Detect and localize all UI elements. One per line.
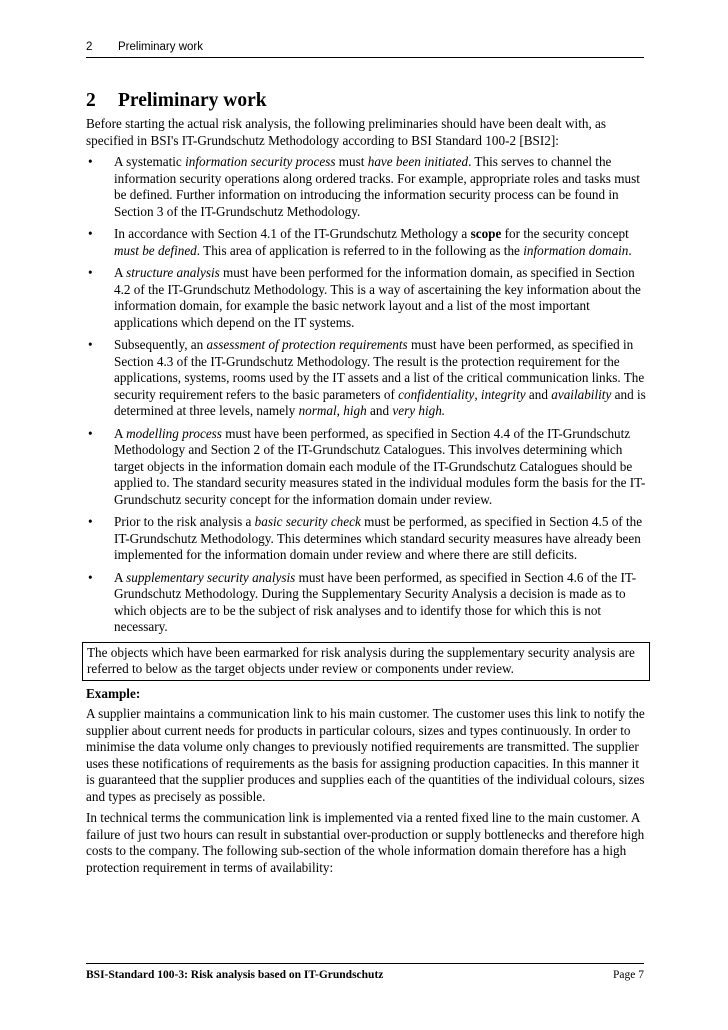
text: must have been performed, as specified in Section 4.4 of the IT-Grundschutz Methodology and Section 2 of the IT-Grundschutz Catalogues. This involves determining which target objects in the information domain each module of the IT-Grundschutz Catalogues should be applied to. The standard security measures stated in the individual modules form the basis for the IT-Grundschutz security concept for the information domain under review. (114, 425, 646, 507)
text: A systematic (114, 154, 186, 169)
page-footer (86, 963, 644, 982)
text: . (628, 242, 632, 258)
running-header-title: Preliminary work (118, 41, 203, 53)
emphasis: structure analysis (126, 265, 220, 280)
emphasis: basic security check (254, 514, 361, 529)
bullet-icon: • (88, 425, 93, 441)
list-item (86, 570, 646, 636)
text: and (366, 403, 393, 418)
list-item (86, 514, 646, 564)
text: . This area of application is referred to in the following as the (196, 242, 524, 258)
emphasis: availability (551, 386, 612, 402)
list-item (86, 337, 646, 420)
list-item (86, 426, 646, 509)
emphasis: normal (298, 403, 337, 418)
strong: scope (470, 226, 502, 241)
bullet-icon: • (88, 337, 93, 352)
preliminaries-list (86, 154, 646, 636)
running-header-number: 2 (86, 41, 93, 53)
text: A (114, 569, 127, 585)
intro-paragraph: Before starting the actual risk analysis, the following preliminaries should have been dealt with, as specified in BSI's IT-Grundschutz Methodology according to BSI Standard 100-2 [BSI2]: (86, 116, 607, 148)
page-title (86, 90, 646, 112)
text: Subsequently, an (114, 337, 207, 352)
text: , (474, 386, 481, 402)
text: must have been performed, as specified in Section 4.6 of the IT-Grundschutz Methodology. During the Supplementary Security Analysis a decision is made as to which objects are to be the subject of risk analyses and to identify those for which this is not necessary. (114, 569, 637, 634)
footer-title: BSI-Standard 100-3: Risk analysis based on IT-Grundschutz (86, 969, 384, 981)
emphasis: very high. (392, 403, 446, 418)
emphasis: integrity (480, 386, 526, 402)
section-number: 2 (86, 90, 96, 111)
emphasis: modelling process (126, 425, 222, 441)
text: must (335, 154, 368, 169)
list-item (86, 226, 646, 259)
bullet-icon: • (88, 226, 93, 241)
emphasis: must be defined (114, 242, 197, 258)
text: A (114, 265, 127, 280)
text: , (336, 403, 344, 418)
example-label: Example: (86, 685, 141, 701)
text: must have been performed, as specified in Section 4.3 of the IT-Grundschutz Methodology. The result is the protection requirement for the applications, systems, rooms used by the IT assets and a list of the critical communication links. The security requirement refers to the basic parameters of (114, 337, 645, 402)
emphasis: high (343, 403, 367, 418)
emphasis: information security process (185, 154, 336, 169)
text: A (114, 425, 127, 441)
text: In accordance with Section 4.1 of the IT-Grundschutz Methology a (114, 226, 471, 241)
running-header (86, 40, 644, 58)
text: and (525, 386, 552, 402)
text: . This serves to channel the information security operations along ordered tracks. For example, appropriate roles and tasks must be defined. Further information on introducing the information security process can be found in Section 3 of the IT-Grundschutz Methodology. (114, 154, 640, 219)
text: and is determined at three levels, namely (114, 386, 646, 418)
emphasis: confidentiality (398, 386, 475, 402)
page-content (86, 90, 646, 881)
bullet-icon: • (88, 265, 93, 280)
text: for the security concept (501, 226, 629, 241)
example-paragraph-1: A supplier maintains a communication link to his main customer. The customer uses this link to notify the supplier about current needs for products in particular colours, sizes and types continuously. In order to minimise the data volume only changes to previously notified requirements are transmitted. The supplier uses these notifications of requirements as the basis for assigning production capacities. In this manner it is guaranteed that the supplier produces and supplies each of the quantities of the individual colours, sizes and types as precisely as possible. (86, 706, 645, 804)
page-number: Page 7 (613, 969, 644, 981)
example-paragraph-2: In technical terms the communication link is implemented via a rented fixed line to the main customer. A failure of just two hours can result in substantial over-production or supply bottlenecks and therefore high costs to the company. The following sub-section of the whole information domain therefore has a high protection requirement in terms of availability: (86, 810, 645, 875)
list-item (86, 154, 646, 220)
text: must be performed, as specified in Section 4.5 of the IT-Grundschutz Methodology. This determines which standard security measures have already been implemented for the information domain under review and where there are still deficits. (114, 514, 643, 562)
emphasis: supplementary security analysis (126, 569, 296, 585)
emphasis: assessment of protection requirements (206, 337, 408, 352)
boxed-note: The objects which have been earmarked for risk analysis during the supplementary security analysis are referred to below as the target objects under review or components under review. (82, 642, 650, 681)
bullet-icon: • (88, 154, 93, 169)
list-item (86, 265, 646, 331)
text: must have been performed for the information domain, as specified in Section 4.2 of the IT-Grundschutz Methodology. This is a way of ascertaining the key information about the information domain, for example the basic network layout and a list of the most important applications which depend on the IT systems. (114, 265, 641, 330)
section-title: Preliminary work (118, 90, 267, 111)
emphasis: information domain (523, 242, 629, 258)
bullet-icon: • (88, 514, 93, 529)
emphasis: have been initiated (367, 154, 469, 169)
bullet-icon: • (88, 569, 93, 585)
text: Prior to the risk analysis a (114, 514, 255, 529)
